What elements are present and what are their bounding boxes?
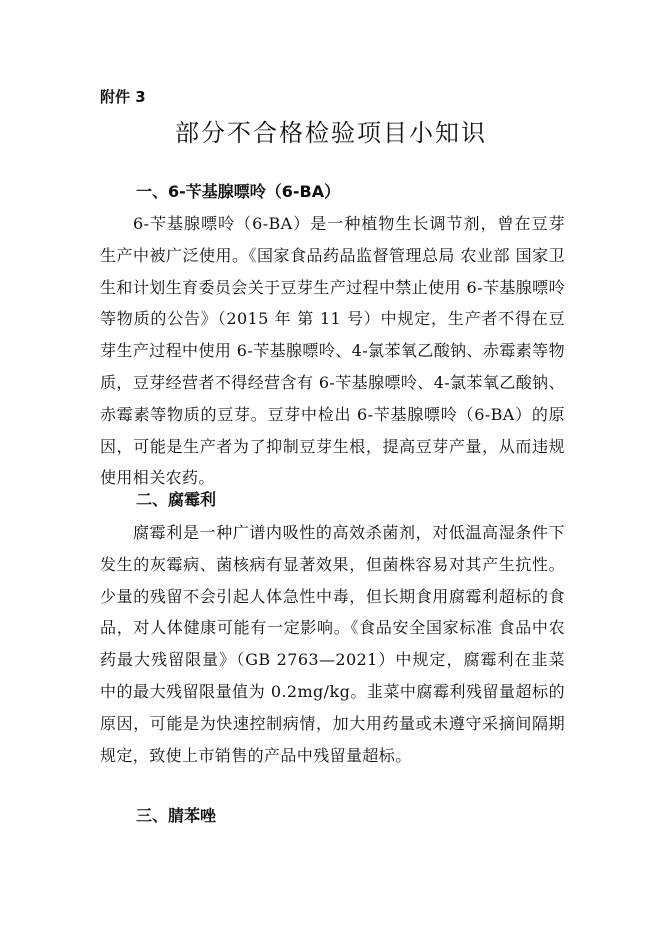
attachment-label: 附件 3 bbox=[100, 88, 146, 106]
section-body-procymidone: 腐霉利是一种广谱内吸性的高效杀菌剂，对低温高湿条件下发生的灰霉病、菌核病有显著效果，但菌株容易对其产生抗性。少量的残留不会引起人体急性中毒，但长期食用腐霉利超标的食品，对人体健康可能有一定影响。《食品安全国家标准 食品中农药最大残留限量》（GB 2763—2021）中规定，腐霉利在韭菜中的最大残留限量值为 0.2mg/kg。韭菜中腐霉利残留量超标的原因，可能是为快速控制病情，加大用药量或未遵守采摘间隔期规定，致使上市销售的产品中残留量超标。 bbox=[100, 523, 565, 765]
section-heading-6ba: 一、6-苄基腺嘌呤（6-BA） bbox=[136, 182, 341, 201]
section-body-6ba: 6-苄基腺嘌呤（6-BA）是一种植物生长调节剂，曾在豆芽生产中被广泛使用。《国家食品药品监督管理总局 农业部 国家卫生和计划生育委员会关于豆芽生产过程中禁止使用 6-苄基腺嘌呤等物质的公告》（2015 年 第 11 号）中规定，生产者不得在豆芽生产过程中使用 6-苄基腺嘌呤、4-氯苯氧乙酸钠、赤霉素等物质，豆芽经营者不得经营含有 6-苄基腺嘌呤、4-氯苯氧乙酸钠、赤霉素等物质的豆芽。豆芽中检出 6-苄基腺嘌呤（6-BA）的原因，可能是生产者为了抑制豆芽生根，提高豆芽产量，从而违规使用相关农药。 bbox=[100, 214, 565, 488]
section-heading-procymidone: 二、腐霉利 bbox=[136, 490, 217, 509]
section-heading-fenbuconazole: 三、腈苯唑 bbox=[136, 806, 217, 825]
document-title: 部分不合格检验项目小知识 bbox=[175, 119, 487, 147]
